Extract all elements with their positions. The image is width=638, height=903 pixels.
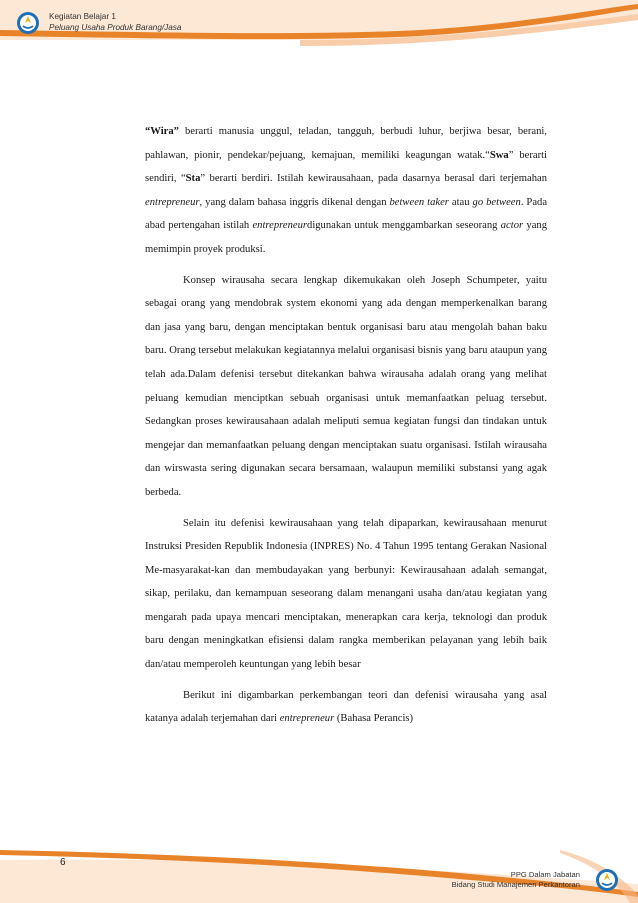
footer-line-2: Bidang Studi Manajemen Perkantoran — [451, 880, 580, 889]
paragraph-1-text-f: . Pada abad pertengahan istilah — [145, 196, 548, 232]
paragraph-1-text-a: berarti manusia unggul, teladan, tangguh, berbudi luhur, berjiwa besar, berani, pahlawan, pionir, pendekar/pejuang, kemajuan, memiliki keagungan watak.“ — [145, 126, 547, 161]
paragraph-4-text-b: (Bahasa Perancis) — [334, 713, 414, 725]
paragraph-2: Konsep wirausaha secara lengkap dikemukakan oleh Joseph Schumpeter, yaitu sebagai orang yang mendobrak system ekonomi yang ada dengan memperkenalkan barang dan jasa yang baru, dengan menciptakan bentuk organisasi baru atau mengolah bahan baku baru. Orang tersebut melakukan kegiatannya melalui organisasi bisnis yang baru ataupun yang telah ada.Dalam defenisi tersebut ditekankan bahwa wirausaha adalah orang yang melihat peluang kemudian menciptkan sebuah organisasi untuk memanfaatkan peluag tersebut. Sedangkan proses kewirausahaan adalah meliputi semua kegiatan fungsi dan tindakan untuk mengejar dan memanfaatkan peluang dengan menciptakan suatu organisasi. Istilah wirausaha dan wirswasta sering digunakan secara bersamaan, walaupun memiliki substansi yang agak berbeda. — [145, 274, 547, 498]
page-number: 6 — [60, 857, 66, 868]
body-text — [145, 120, 547, 731]
term-sta: Sta — [185, 173, 201, 185]
term-entrepreneur: entrepreneur — [145, 196, 200, 208]
paragraph-1-text-c: ” berarti berdiri. Istilah kewirausahaan, pada dasarnya berasal dari terjemahan — [200, 173, 547, 185]
paragraph-1-text-b: ” berarti sendiri, “ — [145, 149, 547, 185]
paragraph-1-text-h: yang memimpin proyek produksi. — [145, 220, 547, 255]
footer-logo-icon — [595, 868, 619, 892]
paragraph-1-text-g: digunakan untuk menggambarkan seseorang — [307, 220, 501, 232]
footer-line-1: PPG Dalam Jabatan — [510, 870, 580, 879]
term-actor: actor — [500, 220, 524, 232]
header-line-1: Kegiatan Belajar 1 — [49, 12, 116, 21]
footer-caption — [452, 870, 580, 890]
term-entrepreneur-2: entrepreneur — [252, 220, 308, 232]
term-entrepreneur-3: entrepreneur — [279, 713, 335, 725]
header-title — [49, 11, 181, 33]
paragraph-1-text-e: atau — [448, 196, 473, 208]
term-wira: “Wira” — [145, 126, 179, 137]
term-swa: Swa — [489, 149, 509, 161]
paragraph-1 — [145, 120, 547, 262]
paragraph-4-text-a: Berikut ini digambarkan perkembangan teori dan defenisi wirausaha yang asal katanya adalah terjemahan dari — [145, 689, 547, 725]
header-logo-icon — [16, 11, 40, 35]
paragraph-4 — [145, 684, 547, 731]
header-line-2: Peluang Usaha Produk Barang/Jasa — [49, 23, 182, 32]
term-go-between: go between — [472, 196, 521, 208]
paragraph-3: Selain itu defenisi kewirausahaan yang telah dipaparkan, kewirausahaan menurut Instruksi Presiden Republik Indonesia (INPRES) No. 4 Tahun 1995 tentang Gerakan Nasional Me-masyarakat-kan dan membudayakan yang berbunyi: Kewirausahaan adalah semangat, sikap, perilaku, dan kemampuan seseorang dalam menangani usaha dan/atau kegiatan yang mengarah pada upaya mencari menciptakan, menerapkan cara kerja, teknologi dan produk baru dengan meningkatkan efisiensi dalam rangka memberikan pelayanan yang lebih baik dan/atau memperoleh keuntungan yang lebih besar — [145, 517, 547, 671]
term-between-taker: between taker — [389, 196, 449, 208]
paragraph-1-text-d: , yang dalam bahasa inggris dikenal dengan — [199, 196, 390, 208]
